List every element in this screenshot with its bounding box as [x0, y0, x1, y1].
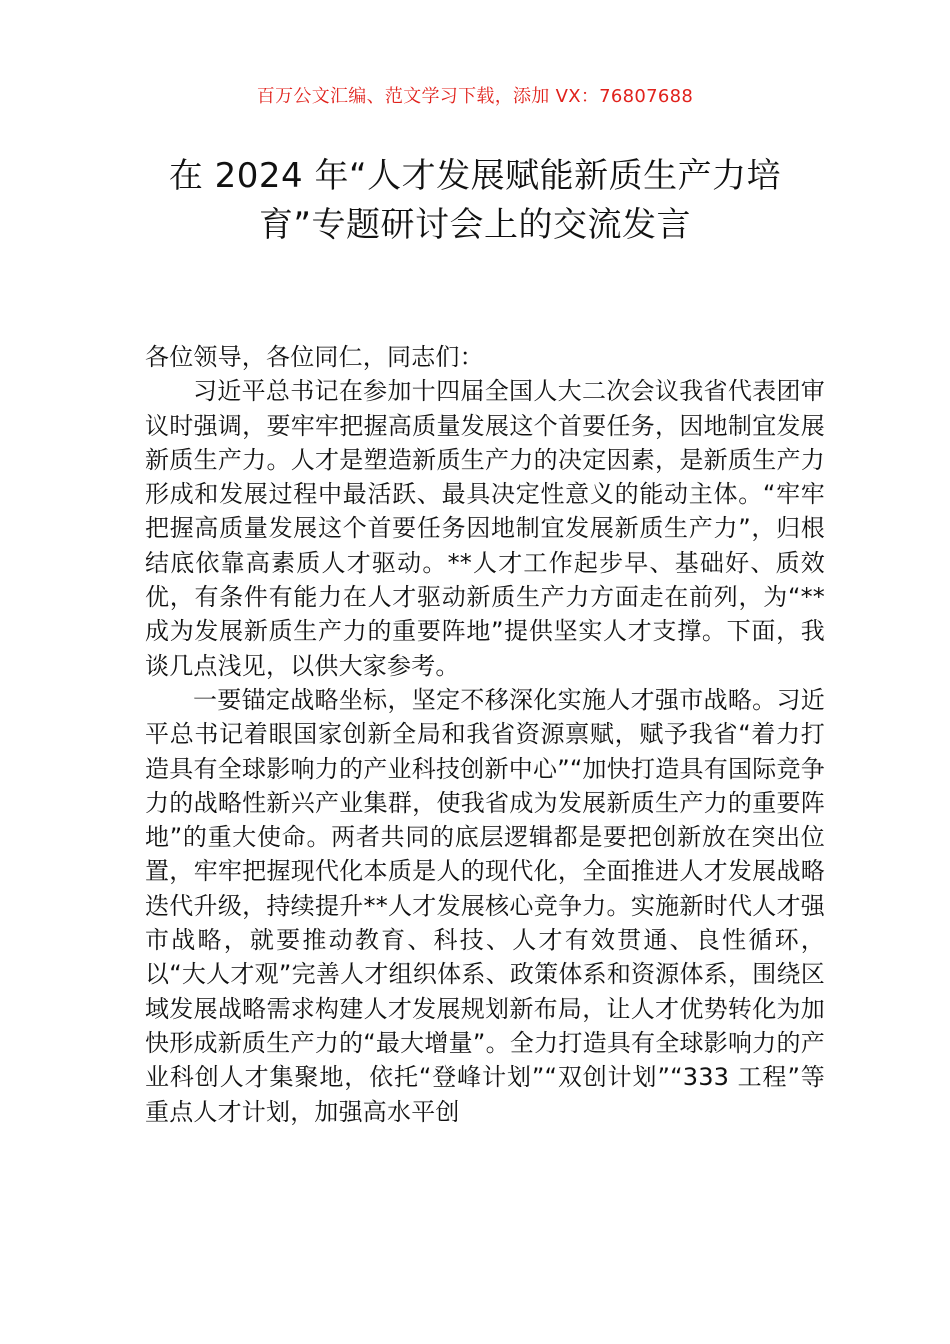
document-body [145, 340, 825, 1129]
paragraph-strategy: 一要锚定战略坐标，坚定不移深化实施人才强市战略。习近平总书记着眼国家创新全局和我省资源禀赋，赋予我省“着力打造具有全球影响力的产业科技创新中心”“加快打造具有国际竞争力的战略性新兴产业集群，使我省成为发展新质生产力的重要阵地”的重大使命。两者共同的底层逻辑都是要把创新放在突出位置，牢牢把握现代化本质是人的现代化，全面推进人才发展战略迭代升级，持续提升**人才发展核心竞争力。实施新时代人才强市战略，就要推动教育、科技、人才有效贯通、良性循环，以“大人才观”完善人才组织体系、政策体系和资源体系，围绕区域发展战略需求构建人才发展规划新布局，让人才优势转化为加快形成新质生产力的“最大增量”。全力打造具有全球影响力的产业科创人才集聚地，依托“登峰计划”“双创计划”“333 工程”等重点人才计划，加强高水平创 [145, 685, 825, 1126]
paragraph-intro: 习近平总书记在参加十四届全国人大二次会议我省代表团审议时强调，要牢牢把握高质量发展这个首要任务，因地制宜发展新质生产力。人才是塑造新质生产力的决定因素，是新质生产力形成和发展过程中最活跃、最具决定性意义的能动主体。“牢牢把握高质量发展这个首要任务因地制宜发展新质生产力”，归根结底依靠高素质人才驱动。**人才工作起步早、基础好、质效优，有条件有能力在人才驱动新质生产力方面走在前列，为“**成为发展新质生产力的重要阵地”提供坚实人才支撑。下面，我谈几点浅见，以供大家参考。 [145, 377, 825, 680]
title-line-2: 育”专题研讨会上的交流发言 [258, 205, 692, 245]
document-title [110, 152, 840, 250]
title-line-1: 在 2024 年“人才发展赋能新质生产力培 [168, 156, 782, 196]
promo-header-text: 百万公文汇编、范文学习下载，添加 VX：76807688 [256, 86, 694, 107]
salutation: 各位领导，各位同仁，同志们： [145, 343, 484, 371]
